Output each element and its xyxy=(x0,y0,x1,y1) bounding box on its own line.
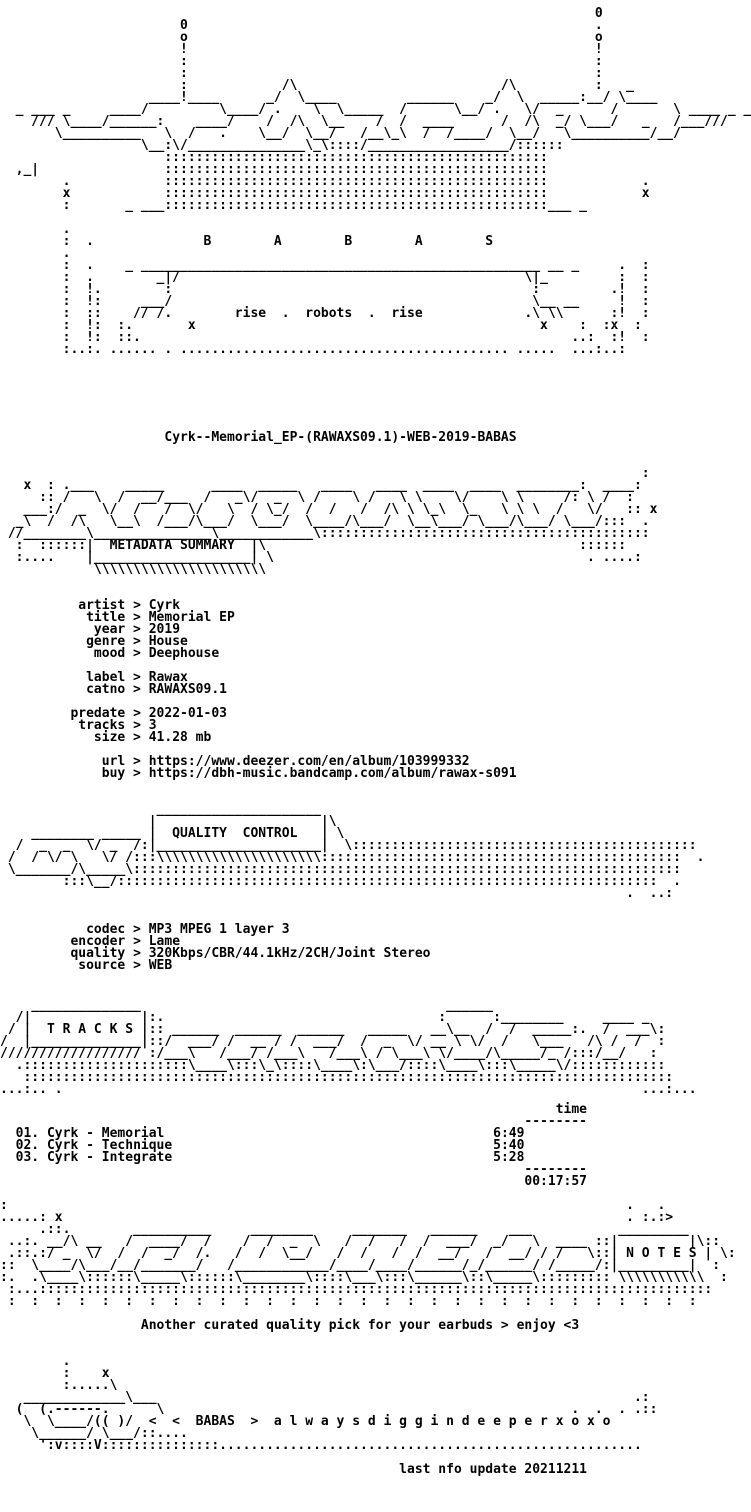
quality-label-encoder: encoder xyxy=(70,934,126,949)
meta-label-year: year xyxy=(93,622,126,637)
track-artist: Cyrk xyxy=(46,1138,79,1153)
meta-label-predate: predate xyxy=(70,706,126,721)
meta-label-artist: artist xyxy=(78,598,126,613)
total-rule: -------- xyxy=(524,1162,588,1177)
footer-ascii-art: . : x :.....\ _____________\___ .: ( (.------. \ . . . .:: \ \____/(( )/ < < BABAS > a l w a y s d i g g i n d e e p e r x o x o \______/ \___/::.... ':v::::V:::::::::::::::...................................................... xyxy=(15,1354,658,1453)
meta-value-predate: 2022-01-03 xyxy=(148,706,228,721)
track-time: 6:49 xyxy=(493,1126,525,1141)
track-artist: Cyrk xyxy=(46,1150,79,1165)
last-update-line xyxy=(0,1464,648,1476)
track-title: Memorial xyxy=(101,1126,165,1141)
track-number: 01. xyxy=(15,1126,40,1141)
quality-label-quality: quality xyxy=(70,946,126,961)
logo-ascii-art: 0 0 . o o ! ! : : : : : /\ /\ : _ ____!____ _/ \____ ______ _/ \ _____:__/ \____ _ ___ _ ____/ \____/ . \ \_____ / \__/ . \/ _ / \ ____ _ _ /// \____/______: ____/ / /\ \__ / / ____ / /\ _/ \___/ _ /___/// \__________ \ / . \__/ \__/ /__\_\ / /____/ \__/ \__________/__/ \__:\/_______________\_\::::/__________________/:::::: ::::::::::::::::::::::::::::::::::::::::::::::::: ,_| ::::::::::::::::::::::::::::::::::::::::::::::::: . ::::::::::::::::::::::::::::::::::::::::::::::::: . x ::::::::::::::::::::::::::::::::::::::::::::::::: x : _ ___:::::::::::::::::::::::::::::::::::::::::::::::::___ _ . : . B A B A S . : . _ ___________________________________________________ __ _ . : : . _|/ \|_ : : : !. : : .! : : !: ___/ \__ __ ! : : :: // /. rise . robots . rise .\ \\ :! : : !: :. x x : :x : : !: ::. ..: :! : :..:. ...... . .......................................... ..... ...:..: xyxy=(15,6,751,357)
meta-value-size: 41.28 mb xyxy=(148,730,212,745)
release-name: Cyrk--Memorial_EP-(RAWAXS09.1)-WEB-2019-BABAS xyxy=(164,430,517,445)
release-name-line xyxy=(0,432,648,444)
track-number: 02. xyxy=(15,1138,40,1153)
quality-section: codec > MP3 MPEG 1 layer 3 encoder > Lame quality > 320Kbps/CBR/44.1kHz/2CH/Joint Stereo source > WEB xyxy=(70,922,431,973)
meta-value-url[interactable]: https://www.deezer.com/en/album/103999332 xyxy=(148,754,470,769)
quality-label-source: source xyxy=(78,958,126,973)
meta-value-tracks: 3 xyxy=(148,718,157,733)
quality-header-art: _____________________ | |\ ________ _____ | QUALITY CONTROL | \ / _ _ \/ _ /:|_____________________| \:::::::::::::::::::::::::::::::::::::::::::: / / \/ \ \/ /:::\\\\\\\\\\\\\\\\\\\\\:::::::::::::::::::::::::::::::::::::::::::::: . \_______/\_____\:::::::::::::::::::::::::::::::::::::::::::::::::::::::::::::::::::::: :::\__/::::::::::::::::::::::::::::::::::::::::::::::::::::::::::::::::::::: . . ..: xyxy=(7,802,705,901)
tracks-header-art: ______________ ______ /| |:. : :________ ____ _ / | T R A C K S |:: ______ ______ ______ _____ __\__ / / _____:. / ___\: / |______________|::/ ___/ / __ / / ___/ / _ \/ __ \ \/ / \___ /\ / / : ////////////////// :/___\ /___/ /___\ /___\ / \___\ \/____/\_____/_ /:::/__/ : .:::::::::::::::::::::\____\:::\_\::::\____\:\___/::::\____\:::\_____\/:::::::::::: ::::::::::::::::::::::::::::::::::::::::::::::::::::::::::::::::::::::::::::::::::: ...:.. . ...:... xyxy=(0,998,697,1097)
notes-header-art: : . . .....: x . :.:> .::. __________ ________ _______ ______ ___ _________ ..:. __/\ __ / ____/ / / / _ \ / / / / ___/ _/ \ ____ ::| |\:: .::.:/ _ \/ / / _/ /. / / \__/ / / / / __/ / __/ / / \::| N O T E S | \: :: \____/\___/__/_______/ /____________/____/____/______/_/______/ /_____/:|_________| : :. .\____\::::::\_____\::::::\________\::::\___\:::\______\::\_____\::::::::: \\\\\\\\\\\ : :...:::::::::::::::::::::::::::::::::::::::::::::::::::::::::::::::::::::::::::::::::::::: : : : : : : : : : : : : : : : : : : : : : : : : : : : : : : xyxy=(0,1198,736,1309)
meta-label-label: label xyxy=(86,670,126,685)
track-number: 03. xyxy=(15,1150,40,1165)
quality-value-quality: 320Kbps/CBR/44.1kHz/2CH/Joint Stereo xyxy=(148,946,431,961)
meta-value-genre: House xyxy=(148,634,188,649)
meta-value-label: Rawax xyxy=(148,670,188,685)
notes-text-line xyxy=(0,1320,648,1332)
quality-value-source: WEB xyxy=(148,958,173,973)
meta-label-buy: buy xyxy=(101,766,126,781)
track-title: Integrate xyxy=(101,1150,173,1165)
track-title: Technique xyxy=(101,1138,173,1153)
tracklist-section: time -------- 01. Cyrk - Memorial 6:49 02. Cyrk - Technique 5:40 03. Cyrk - Integrate 5:28 -------- 00:17:57 xyxy=(15,1102,588,1189)
track-time: 5:28 xyxy=(493,1150,525,1165)
meta-value-buy[interactable]: https://dbh-music.bandcamp.com/album/rawax-s091 xyxy=(148,766,517,781)
track-artist: Cyrk xyxy=(46,1126,79,1141)
meta-label-genre: genre xyxy=(86,634,126,649)
notes-text: Another curated quality pick for your earbuds > enjoy <3 xyxy=(140,1318,580,1333)
meta-value-artist: Cyrk xyxy=(148,598,181,613)
total-time: 00:17:57 xyxy=(524,1174,588,1189)
meta-value-catno: RAWAXS09.1 xyxy=(148,682,227,697)
meta-label-url: url xyxy=(101,754,126,769)
meta-value-mood: Deephouse xyxy=(148,646,220,661)
meta-label-size: size xyxy=(93,730,126,745)
meta-label-tracks: tracks xyxy=(78,718,126,733)
meta-label-mood: mood xyxy=(93,646,126,661)
meta-label-catno: catno xyxy=(86,682,126,697)
time-header-rule: -------- xyxy=(524,1114,588,1129)
quality-value-encoder: Lame xyxy=(148,934,181,949)
metadata-section: artist > Cyrk title > Memorial EP year > 2019 genre > House mood > Deephouse label > Rawax catno > RAWAXS09.1 predate > 2022-01-03 tracks > 3 size > 41.28 mb url > https://www.deezer.com/en/album/103999332 buy > https://dbh-music.bandcamp.com/album/rawax-s091 xyxy=(70,598,517,781)
time-column-header: time xyxy=(555,1102,588,1117)
quality-label-codec: codec xyxy=(86,922,126,937)
track-time: 5:40 xyxy=(493,1138,525,1153)
meta-value-year: 2019 xyxy=(148,622,181,637)
metadata-header-art: : x : .___ _____ ____ _____ ____ ____ ____ ____ ________: ____: :: / \ / __/___ / _\/ _ \ / \ / \ \ \/ \ \ /: \ / : ___:/ _ \/ / / \/ \ / \_/ / / / /\ \ \_\ \_ \ \ \ / \/ :: x _\ / /\ \__\ /___/\___/ \___/ \____/\___/ \__\___/ \___/\___/ \___/::: . //________\_______________\____________\:::::::::::::::::::::::::::::::::::::::::: : ::::::| METADATA SUMMARY |\ :::::: :.... |____________________| \ . ....: \\\\\\\\\\\\\\\\\\\\\\ xyxy=(7,466,658,577)
quality-value-codec: MP3 MPEG 1 layer 3 xyxy=(148,922,290,937)
last-update: last nfo update 20211211 xyxy=(399,1462,588,1477)
meta-value-title: Memorial EP xyxy=(148,610,235,625)
meta-label-title: title xyxy=(86,610,126,625)
